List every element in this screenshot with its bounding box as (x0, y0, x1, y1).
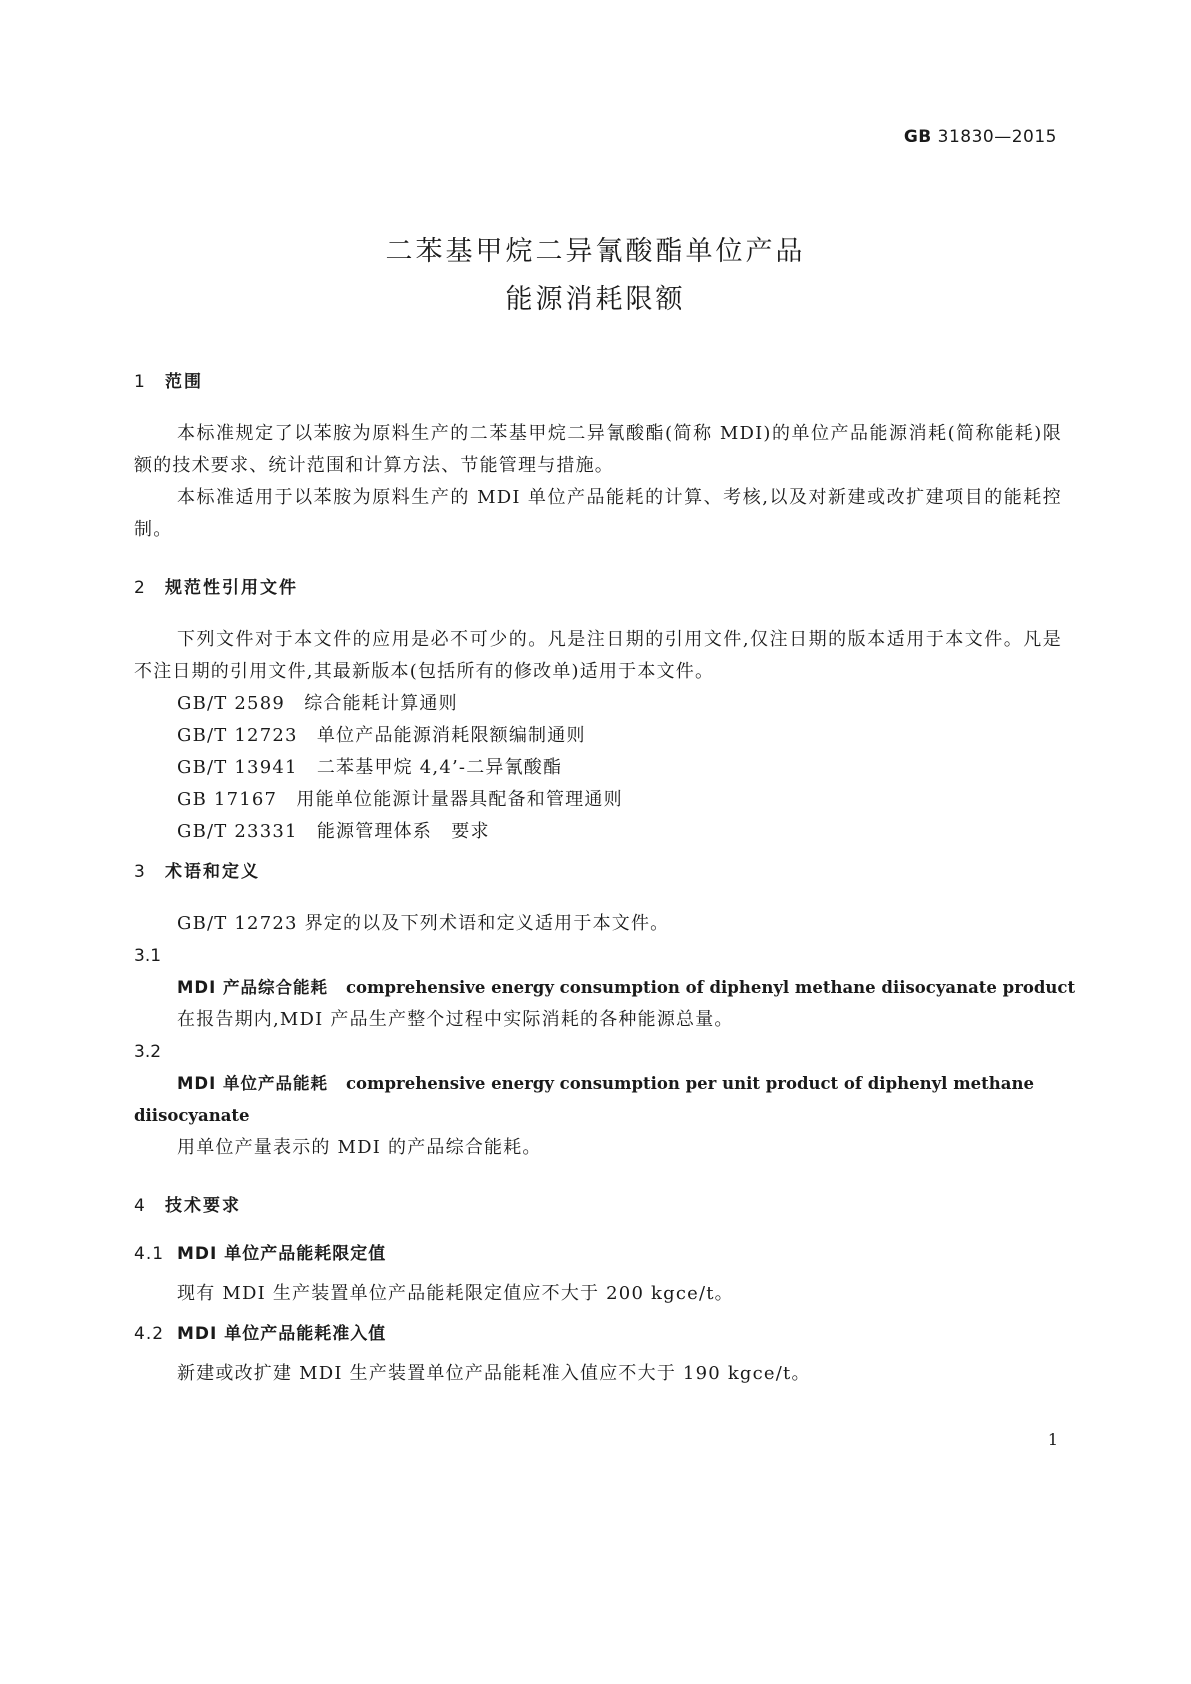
paragraph: 本标准规定了以苯胺为原料生产的二苯基甲烷二异氰酸酯(简称 MDI)的单位产品能源消耗(简称能耗)限额的技术要求、统计范围和计算方法、节能管理与措施。 (134, 423, 1062, 476)
document-title (0, 228, 1191, 324)
section-title: 术语和定义 (165, 862, 260, 882)
subsection-4-2-heading (134, 1322, 1062, 1346)
reference-item: GB 17167 用能单位能源计量器具配备和管理通则 (177, 789, 623, 810)
section-title: 范围 (165, 372, 203, 392)
reference-item: GB/T 13941 二苯基甲烷 4,4’-二异氰酸酯 (177, 757, 563, 778)
standard-prefix: GB (903, 127, 932, 147)
section-number: 3 (134, 862, 147, 882)
section-3-heading (134, 860, 1062, 884)
paragraph: 下列文件对于本文件的应用是必不可少的。凡是注日期的引用文件,仅注日期的版本适用于本文件。凡是不注日期的引用文件,其最新版本(包括所有的修改单)适用于本文件。 (134, 629, 1062, 682)
paragraph: 现有 MDI 生产装置单位产品能耗限定值应不大于 200 kgce/t。 (177, 1283, 734, 1304)
term-definition: 在报告期内,MDI 产品生产整个过程中实际消耗的各种能源总量。 (177, 1009, 734, 1030)
title-line-1: 二苯基甲烷二异氰酸酯单位产品 (385, 236, 806, 267)
section-title: 规范性引用文件 (165, 578, 298, 598)
section-title: 技术要求 (165, 1196, 241, 1216)
section-number: 2 (134, 578, 147, 598)
paragraph: GB/T 12723 界定的以及下列术语和定义适用于本文件。 (177, 913, 670, 934)
term-number: 3.1 (134, 946, 162, 966)
term-title (134, 1068, 1062, 1132)
standard-number (904, 127, 1057, 147)
term-definition: 用单位产量表示的 MDI 的产品综合能耗。 (177, 1137, 542, 1158)
subsection-number: 4.2 (134, 1324, 165, 1344)
subsection-4-1-heading (134, 1242, 1062, 1266)
title-line-2: 能源消耗限额 (505, 284, 686, 315)
section-number: 4 (134, 1196, 147, 1216)
term-title (134, 972, 1076, 1004)
paragraph: 新建或改扩建 MDI 生产装置单位产品能耗准入值应不大于 190 kgce/t。 (177, 1363, 811, 1384)
term-english: comprehensive energy consumption of diphenyl methane diisocyanate product (346, 978, 1076, 997)
term-chinese: MDI 产品综合能耗 (177, 978, 328, 997)
term-number: 3.2 (134, 1042, 162, 1062)
term-english: comprehensive energy consumption per unit product of diphenyl methane diisocyanate (134, 1074, 1034, 1125)
document-body (134, 370, 1076, 1390)
page-number: 1 (1047, 1430, 1058, 1449)
subsection-title: MDI 单位产品能耗限定值 (177, 1244, 387, 1264)
paragraph: 本标准适用于以苯胺为原料生产的 MDI 单位产品能耗的计算、考核,以及对新建或改扩建项目的能耗控制。 (134, 487, 1062, 540)
subsection-title: MDI 单位产品能耗准入值 (177, 1324, 387, 1344)
standard-code: 31830—2015 (937, 127, 1057, 147)
section-2-heading (134, 576, 1062, 600)
section-1-heading (134, 370, 1062, 394)
reference-item: GB/T 12723 单位产品能源消耗限额编制通则 (177, 725, 586, 746)
section-number: 1 (134, 372, 147, 392)
term-chinese: MDI 单位产品能耗 (177, 1074, 328, 1093)
reference-item: GB/T 23331 能源管理体系 要求 (177, 821, 490, 842)
subsection-number: 4.1 (134, 1244, 165, 1264)
section-4-heading (134, 1194, 1062, 1218)
reference-item: GB/T 2589 综合能耗计算通则 (177, 693, 458, 714)
